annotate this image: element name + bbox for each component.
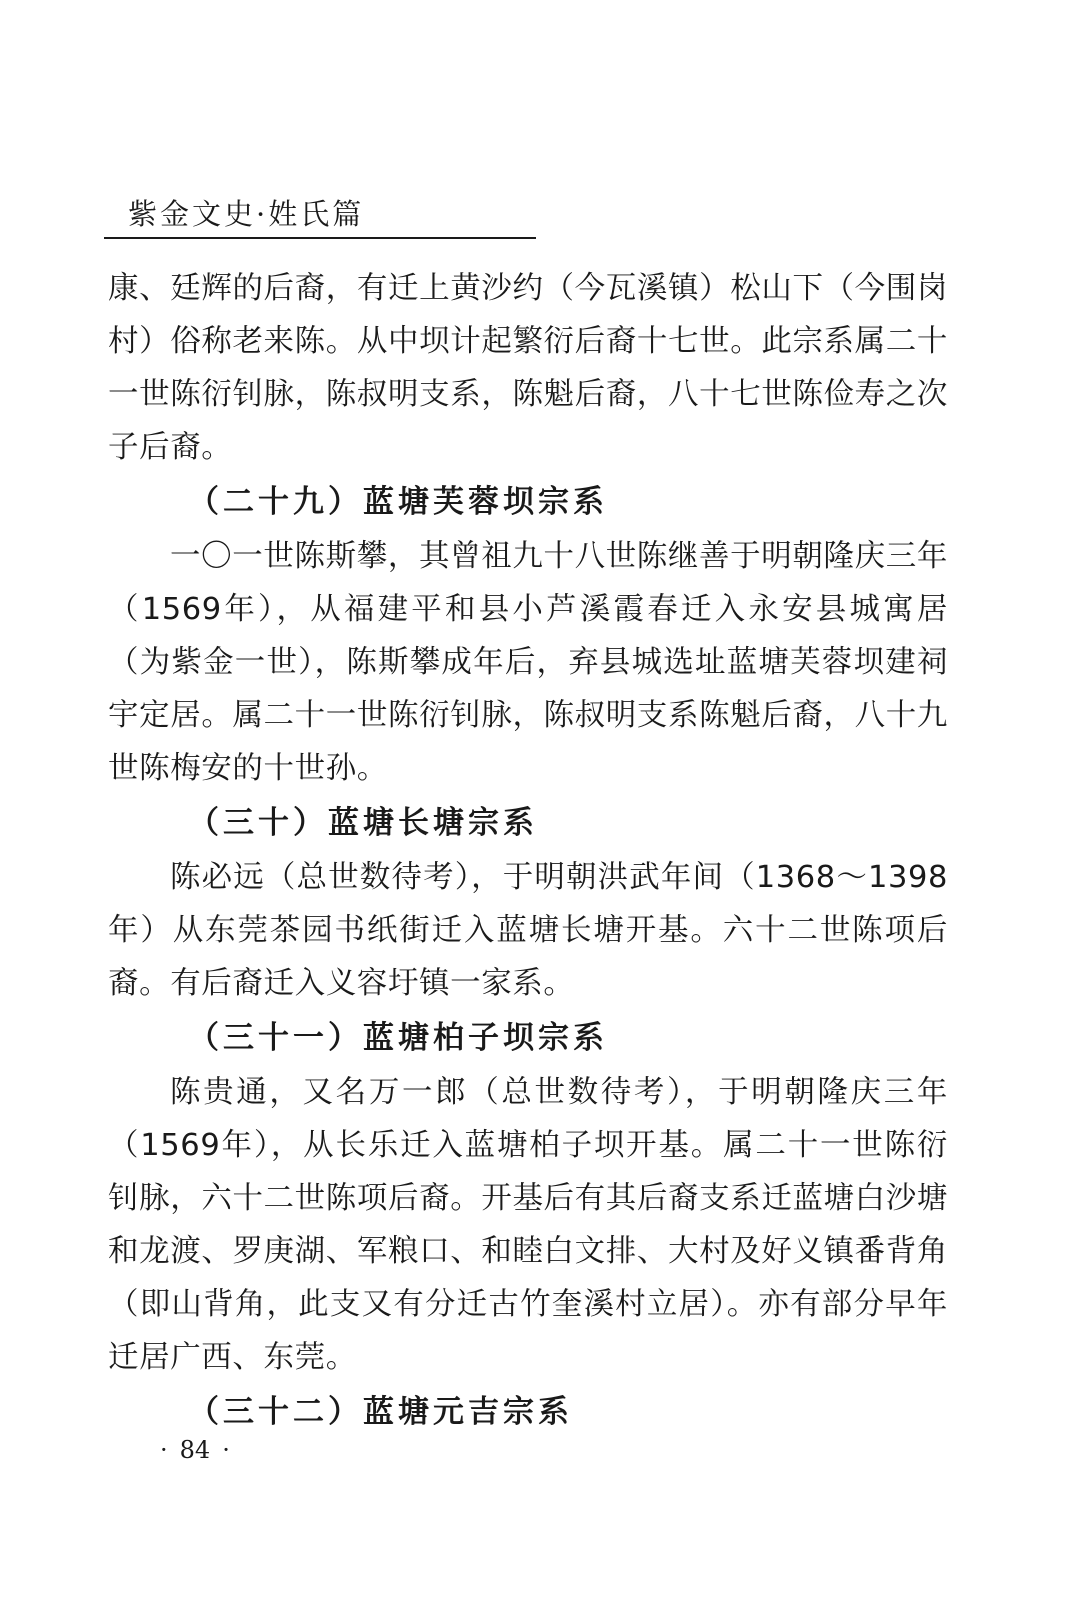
header-rule bbox=[104, 237, 536, 239]
page-number bbox=[148, 1436, 242, 1464]
section-heading-32: （三十二）蓝塘元吉宗系 bbox=[188, 1394, 573, 1430]
paragraph-section-30: 陈必远（总世数待考），于明朝洪武年间（1368～1398年）从东莞茶园书纸街迁入蓝塘长塘开基。六十二世陈项后裔。有后裔迁入义容圩镇一家系。 bbox=[108, 860, 948, 1001]
page-number-value: 84 bbox=[179, 1436, 211, 1464]
paragraph-section-31: 陈贵通，又名万一郎（总世数待考），于明朝隆庆三年（1569年），从长乐迁入蓝塘柏子坝开基。属二十一世陈衍钊脉，六十二世陈项后裔。开基后有其后裔支系迁蓝塘白沙塘和龙渡、罗庚湖、军粮口、和睦白文排、大村及好义镇番背角（即山背角，此支又有分迁古竹奎溪村立居）。亦有部分早年迁居广西、东莞。 bbox=[108, 1075, 948, 1375]
page-number-dot-right: · bbox=[222, 1436, 230, 1464]
running-header: 紫金文史·姓氏篇 bbox=[128, 197, 365, 231]
paragraph-continued: 康、廷辉的后裔，有迁上黄沙约（今瓦溪镇）松山下（今围岗村）俗称老来陈。从中坝计起繁衍后裔十七世。此宗系属二十一世陈衍钊脉，陈叔明支系，陈魁后裔，八十七世陈俭寿之次子后裔。 bbox=[108, 271, 948, 465]
section-heading-31: （三十一）蓝塘柏子坝宗系 bbox=[188, 1020, 608, 1056]
section-heading-29: （二十九）蓝塘芙蓉坝宗系 bbox=[188, 484, 608, 520]
page-body bbox=[108, 262, 948, 1440]
section-heading-30: （三十）蓝塘长塘宗系 bbox=[188, 805, 538, 841]
page-number-dot-left: · bbox=[160, 1436, 168, 1464]
paragraph-section-29: 一〇一世陈斯攀，其曾祖九十八世陈继善于明朝隆庆三年（1569年），从福建平和县小芦溪霞春迁入永安县城寓居（为紫金一世），陈斯攀成年后，弃县城选址蓝塘芙蓉坝建祠宇定居。属二十一世陈衍钊脉，陈叔明支系陈魁后裔，八十九世陈梅安的十世孙。 bbox=[108, 539, 948, 786]
